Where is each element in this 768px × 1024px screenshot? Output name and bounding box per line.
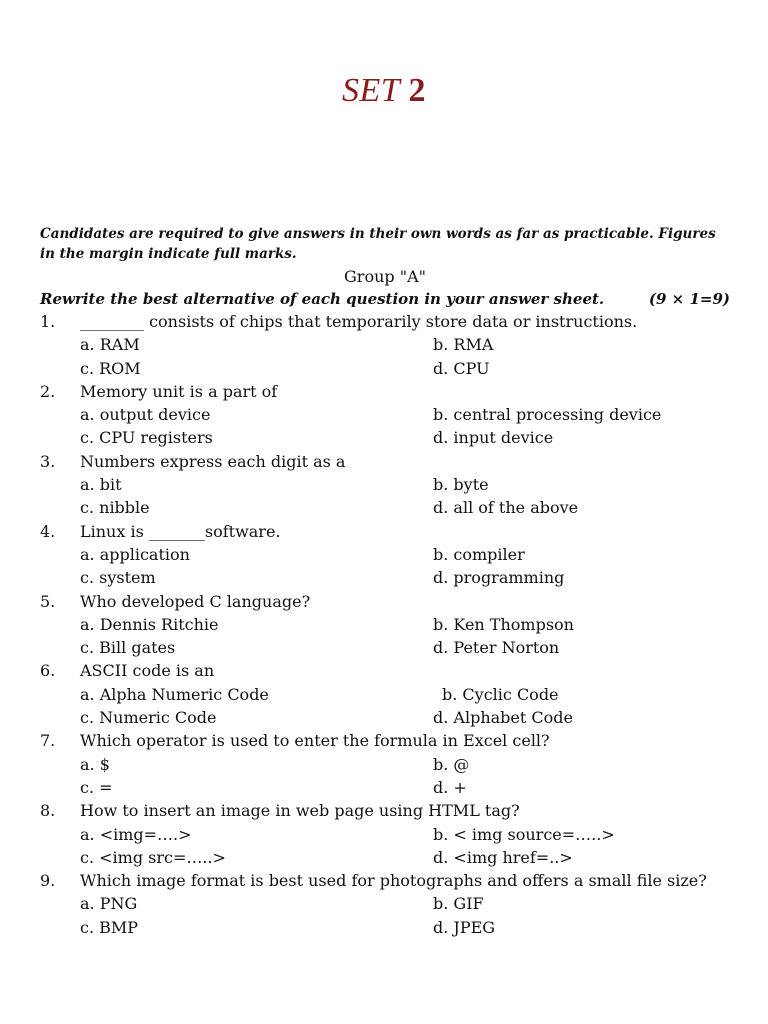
question-number: 4.	[40, 521, 56, 541]
question-6	[40, 659, 730, 729]
option-row	[40, 823, 730, 846]
question-3	[40, 450, 730, 520]
question-line	[40, 659, 730, 682]
set-word: SET	[341, 72, 400, 109]
question-text: Linux is _______software.	[80, 521, 281, 541]
option-b: b. GIF	[433, 894, 484, 914]
question-text: Memory unit is a part of	[80, 381, 278, 401]
question-8	[40, 799, 730, 869]
option-row	[40, 473, 730, 496]
option-row	[40, 706, 730, 729]
option-a: a. application	[80, 544, 190, 564]
option-b: b. @	[433, 754, 470, 774]
option-d: d. JPEG	[433, 917, 496, 937]
option-a: a. <img=….>	[80, 824, 192, 844]
question-1	[40, 310, 730, 380]
option-b: b. central processing device	[433, 405, 662, 425]
option-a: a. $	[80, 754, 110, 774]
option-c: c. =	[80, 777, 113, 797]
option-c: c. BMP	[80, 917, 139, 937]
question-line	[40, 450, 730, 473]
question-text: Which operator is used to enter the formula in Excel cell?	[80, 731, 550, 751]
option-d: d. all of the above	[433, 498, 579, 518]
option-a: a. bit	[80, 475, 122, 495]
option-b: b. Cyclic Code	[442, 684, 559, 704]
option-a: a. PNG	[80, 894, 138, 914]
question-number: 9.	[40, 871, 56, 891]
instructions: Candidates are required to give answers in their own words as far as practicable. Figures in the margin indicate full marks.	[40, 226, 716, 262]
option-c: c. system	[80, 568, 156, 588]
question-number: 7.	[40, 731, 56, 751]
question-text: ASCII code is an	[80, 661, 215, 681]
rewrite-instruction: Rewrite the best alternative of each question in your answer sheet.	[40, 290, 605, 308]
rewrite-instruction-row	[40, 288, 730, 310]
question-line	[40, 799, 730, 822]
question-text: Which image format is best used for photographs and offers a small file size?	[80, 871, 707, 891]
question-list	[40, 310, 730, 939]
set-number: 2	[408, 72, 427, 109]
question-number: 5.	[40, 591, 56, 611]
question-number: 3.	[40, 451, 56, 471]
question-line	[40, 869, 730, 892]
option-b: b. Ken Thompson	[433, 614, 574, 634]
option-d: d. +	[433, 777, 467, 797]
option-a: a. RAM	[80, 335, 140, 355]
question-number: 1.	[40, 312, 56, 331]
option-c: c. Numeric Code	[80, 708, 217, 728]
option-c: c. <img src=…..>	[80, 847, 226, 867]
option-row	[40, 333, 730, 356]
question-number: 8.	[40, 801, 56, 821]
option-row	[40, 753, 730, 776]
option-row	[40, 566, 730, 589]
option-b: b. < img source=…..>	[433, 824, 615, 844]
option-row	[40, 846, 730, 869]
group-title: Group "A"	[344, 267, 426, 286]
question-number: 6.	[40, 661, 56, 681]
option-c: c. CPU registers	[80, 428, 213, 448]
option-a: a. Dennis Ritchie	[80, 614, 219, 634]
question-text: ________ consists of chips that temporarily store data or instructions.	[80, 312, 638, 331]
option-b: b. byte	[433, 475, 489, 495]
question-4	[40, 520, 730, 590]
option-b: b. RMA	[433, 335, 494, 355]
option-c: c. nibble	[80, 498, 150, 518]
option-d: d. <img href=..>	[433, 847, 573, 867]
option-d: d. Peter Norton	[433, 638, 560, 658]
option-a: a. Alpha Numeric Code	[80, 684, 269, 704]
option-row	[40, 636, 730, 659]
exam-content	[40, 224, 730, 939]
option-row	[40, 357, 730, 380]
option-row	[40, 496, 730, 519]
option-row	[40, 543, 730, 566]
option-a: a. output device	[80, 405, 211, 425]
question-number: 2.	[40, 381, 56, 401]
option-row	[40, 683, 730, 706]
question-line	[40, 380, 730, 403]
question-line	[40, 729, 730, 752]
question-line	[40, 310, 730, 333]
option-c: c. ROM	[80, 358, 141, 378]
option-row	[40, 916, 730, 939]
marks-label: (9 × 1=9)	[648, 290, 730, 308]
option-d: d. input device	[433, 428, 554, 448]
set-title	[0, 72, 768, 110]
option-d: d. Alphabet Code	[433, 708, 573, 728]
option-row	[40, 426, 730, 449]
option-d: d. programming	[433, 568, 565, 588]
question-text: Numbers express each digit as a	[80, 451, 346, 471]
question-text: Who developed C language?	[80, 591, 311, 611]
question-line	[40, 590, 730, 613]
question-5	[40, 590, 730, 660]
option-b: b. compiler	[433, 544, 525, 564]
option-row	[40, 776, 730, 799]
question-7	[40, 729, 730, 799]
question-text: How to insert an image in web page using HTML tag?	[80, 801, 520, 821]
question-9	[40, 869, 730, 939]
option-c: c. Bill gates	[80, 638, 176, 658]
option-d: d. CPU	[433, 358, 490, 378]
question-line	[40, 520, 730, 543]
option-row	[40, 892, 730, 915]
option-row	[40, 613, 730, 636]
question-2	[40, 380, 730, 450]
option-row	[40, 403, 730, 426]
